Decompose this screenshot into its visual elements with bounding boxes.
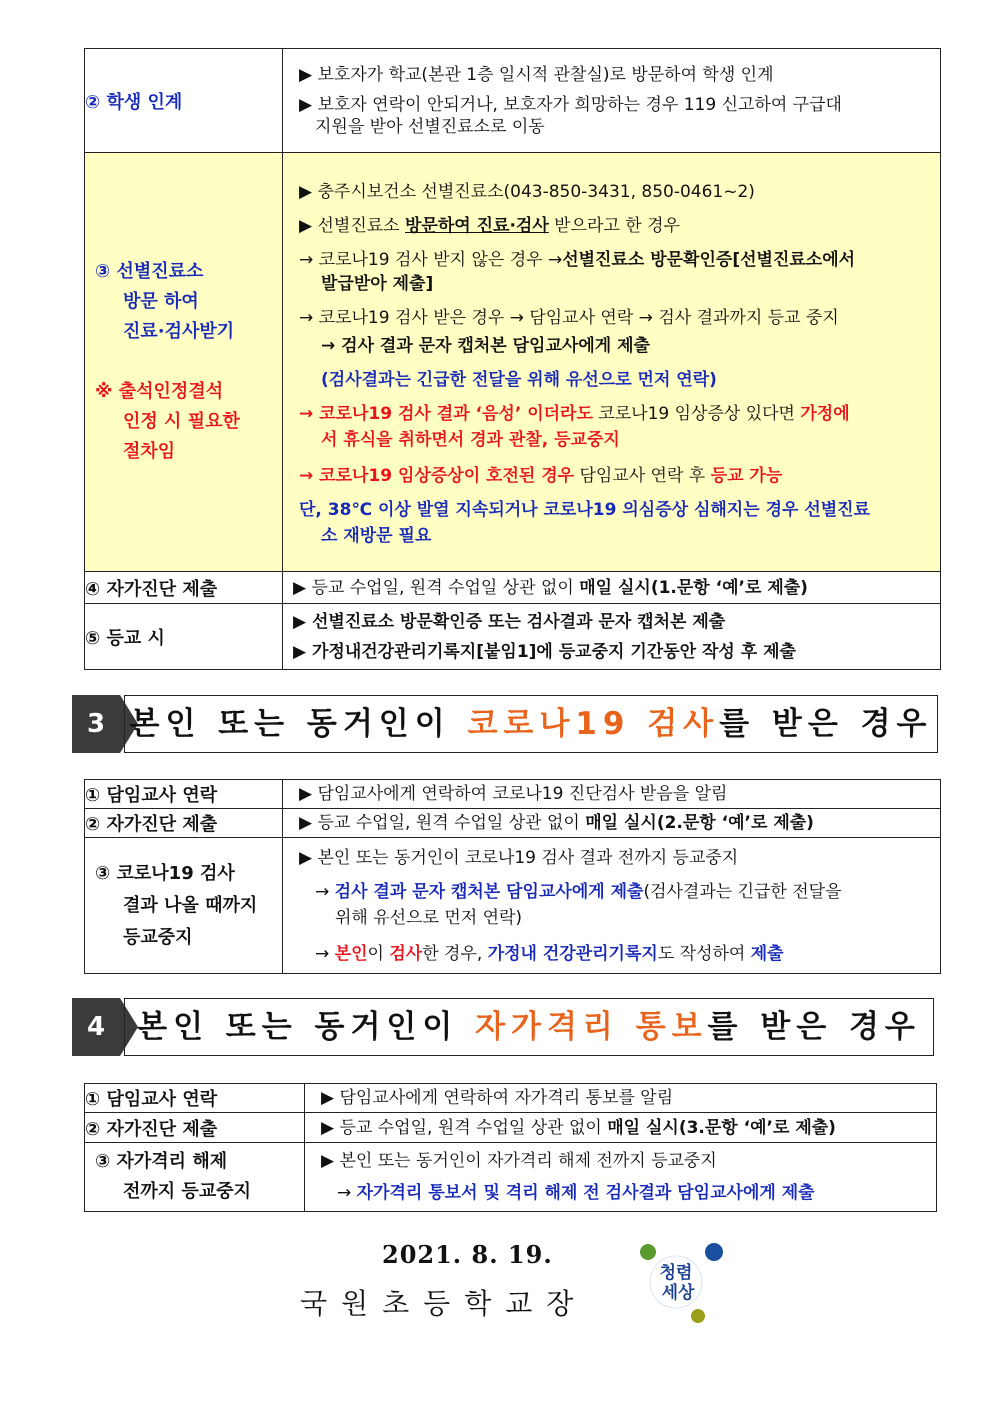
section-3-header xyxy=(72,695,938,753)
section-4-title: 본인 또는 동거인이 자가격리 통보를 받은 경우 xyxy=(124,998,934,1056)
screening-label-3: 진료·검사받기 xyxy=(123,321,235,342)
await-item-2: → 검사 결과 문자 캡처본 담임교사에게 제출(검사결과는 긴급한 전달을 xyxy=(315,881,842,902)
handover-item-1: ▶ 보호자가 학교(본관 1층 일시적 관찰실)로 방문하여 학생 인계 xyxy=(299,64,774,85)
row-content-contact-teacher xyxy=(283,780,941,809)
row-label-await-result xyxy=(85,838,283,974)
integrity-logo xyxy=(636,1240,728,1326)
revisit-line-2: 소 재방문 필요 xyxy=(321,526,432,546)
await-item-2b: 위해 유선으로 먼저 연락) xyxy=(335,907,523,928)
table-row-contact-teacher-3 xyxy=(85,1084,937,1113)
quarantine-item-2: → 자가격리 통보서 및 격리 해제 전 검사결과 담임교사에게 제출 xyxy=(337,1183,815,1203)
procedure-table-3 xyxy=(84,1083,937,1212)
handover-item-2: ▶ 보호자 연락이 안되거나, 보호자가 희망하는 경우 119 신고하여 구급대 xyxy=(299,94,842,115)
negative-result-line-2: 서 휴식을 취하면서 경과 관찰, 등교중지 xyxy=(321,430,620,450)
table-row-self-diagnosis-2 xyxy=(85,809,941,838)
section-4-number: 4 xyxy=(72,998,120,1056)
section-3-number: 3 xyxy=(72,695,120,753)
logo-dot-blue xyxy=(705,1243,723,1261)
clinic-contact-line: ▶ 충주시보건소 선별진료소(043-850-3431, 850-0461~2) xyxy=(299,182,755,202)
attendance-note-1: ※ 출석인정결석 xyxy=(95,381,224,402)
screening-label-2: 방문 하여 xyxy=(123,291,199,312)
section-3-title: 본인 또는 동거인이 코로나19 검사를 받은 경우 xyxy=(124,695,938,753)
attendance-note-3: 절차임 xyxy=(123,441,176,462)
row-content-screening-clinic xyxy=(283,153,941,572)
contact-teacher-line: ▶ 담임교사에게 연락하여 코로나19 진단검사 받음을 알림 xyxy=(299,784,728,804)
table-row-self-diagnosis-3 xyxy=(85,1113,937,1143)
row-label-student-handover: ② 학생 인계 xyxy=(85,49,283,153)
negative-result-line: → 코로나19 검사 결과 ‘음성’ 이더라도 코로나19 임상증상 있다면 가정에 xyxy=(299,404,850,424)
row-label-contact-teacher: ① 담임교사 연락 xyxy=(85,780,283,809)
table-row-await-result xyxy=(85,838,941,974)
self-diagnosis-line: ▶ 등교 수업일, 원격 수업일 상관 없이 매일 실시(1.문항 ‘예’로 제출) xyxy=(293,577,808,598)
not-tested-line-2: 발급받아 제출] xyxy=(321,274,434,294)
row-label-self-diagnosis: ④ 자가진단 제출 xyxy=(85,572,283,604)
logo-text-2: 세상 xyxy=(661,1283,695,1303)
row-content-quarantine xyxy=(305,1143,937,1212)
row-content-student-handover xyxy=(283,49,941,153)
attendance-item-1: ▶ 선별진료소 방문확인증 또는 검사결과 문자 캡처본 제출 xyxy=(293,611,726,632)
quarantine-label-2: 전까지 등교중지 xyxy=(123,1181,251,1202)
attendance-item-2: ▶ 가정내건강관리기록지[붙임1]에 등교중지 기간동안 작성 후 제출 xyxy=(293,641,796,662)
self-diagnosis-2-line: ▶ 등교 수업일, 원격 수업일 상관 없이 매일 실시(2.문항 ‘예’로 제출) xyxy=(299,813,814,833)
section-4-header xyxy=(72,998,934,1056)
school-principal-signature: 국원초등학교장 xyxy=(300,1287,588,1320)
revisit-line: 단, 38℃ 이상 발열 지속되거나 코로나19 의심증상 심해지는 경우 선별진료 xyxy=(299,500,871,520)
handover-item-3: 지원을 받아 선별진료소로 이동 xyxy=(315,116,545,137)
await-item-1: ▶ 본인 또는 동거인이 코로나19 검사 결과 전까지 등교중지 xyxy=(299,847,739,868)
row-content-attendance xyxy=(283,604,941,670)
await-label-3: 등교중지 xyxy=(123,926,193,948)
row-content-self-diagnosis-3 xyxy=(305,1113,937,1143)
table-row-self-diagnosis xyxy=(85,572,941,604)
row-content-contact-teacher-3 xyxy=(305,1084,937,1113)
logo-dot-green xyxy=(640,1244,656,1260)
contact-teacher-3-line: ▶ 담임교사에게 연락하여 자가격리 통보를 알림 xyxy=(321,1088,674,1108)
attendance-note-2: 인정 시 필요한 xyxy=(123,411,240,432)
issue-date: 2021. 8. 19. xyxy=(382,1240,553,1269)
table-row-screening-clinic xyxy=(85,153,941,572)
procedure-table-1 xyxy=(84,48,941,670)
row-content-await-result xyxy=(283,838,941,974)
quarantine-item-1: ▶ 본인 또는 동거인이 자가격리 해제 전까지 등교중지 xyxy=(321,1151,717,1171)
quarantine-label-1: ③ 자가격리 해제 xyxy=(95,1151,228,1172)
phone-first-note: (검사결과는 긴급한 전달을 위해 유선으로 먼저 연락) xyxy=(321,370,717,390)
table-row-quarantine xyxy=(85,1143,937,1212)
await-label-1: ③ 코로나19 검사 xyxy=(95,862,235,884)
tested-line: → 코로나19 검사 받은 경우 → 담임교사 연락 → 검사 결과까지 등교 중지 xyxy=(299,308,839,328)
row-label-self-diagnosis-3: ② 자가진단 제출 xyxy=(85,1113,305,1143)
not-tested-line: → 코로나19 검사 받지 않은 경우 →선별진료소 방문확인증[선별진료소에서 xyxy=(299,250,856,270)
logo-text-1: 청렴 xyxy=(659,1263,693,1283)
logo-dot-olive xyxy=(691,1309,705,1323)
row-content-self-diagnosis-2 xyxy=(283,809,941,838)
await-item-3: → 본인이 검사한 경우, 가정내 건강관리기록지도 작성하여 제출 xyxy=(315,943,784,964)
self-diagnosis-3-line: ▶ 등교 수업일, 원격 수업일 상관 없이 매일 실시(3.문항 ‘예’로 제출) xyxy=(321,1117,836,1138)
table-row-attendance xyxy=(85,604,941,670)
row-label-self-diagnosis-2: ② 자가진단 제출 xyxy=(85,809,283,838)
row-label-quarantine xyxy=(85,1143,305,1212)
clinic-visit-line: ▶ 선별진료소 방문하여 진료·검사 받으라고 한 경우 xyxy=(299,216,680,236)
screening-label-1: ③ 선별진료소 xyxy=(95,261,204,282)
table-row-student-handover xyxy=(85,49,941,153)
row-content-self-diagnosis xyxy=(283,572,941,604)
submit-capture-line: → 검사 결과 문자 캡처본 담임교사에게 제출 xyxy=(321,336,650,356)
row-label-attendance: ⑤ 등교 시 xyxy=(85,604,283,670)
row-label-contact-teacher-3: ① 담임교사 연락 xyxy=(85,1084,305,1113)
row-label-screening-clinic xyxy=(85,153,283,572)
table-row-contact-teacher xyxy=(85,780,941,809)
await-label-2: 결과 나올 때까지 xyxy=(123,894,258,916)
symptoms-improved-line: → 코로나19 임상증상이 호전된 경우 담임교사 연락 후 등교 가능 xyxy=(299,466,783,486)
procedure-table-2 xyxy=(84,779,941,974)
